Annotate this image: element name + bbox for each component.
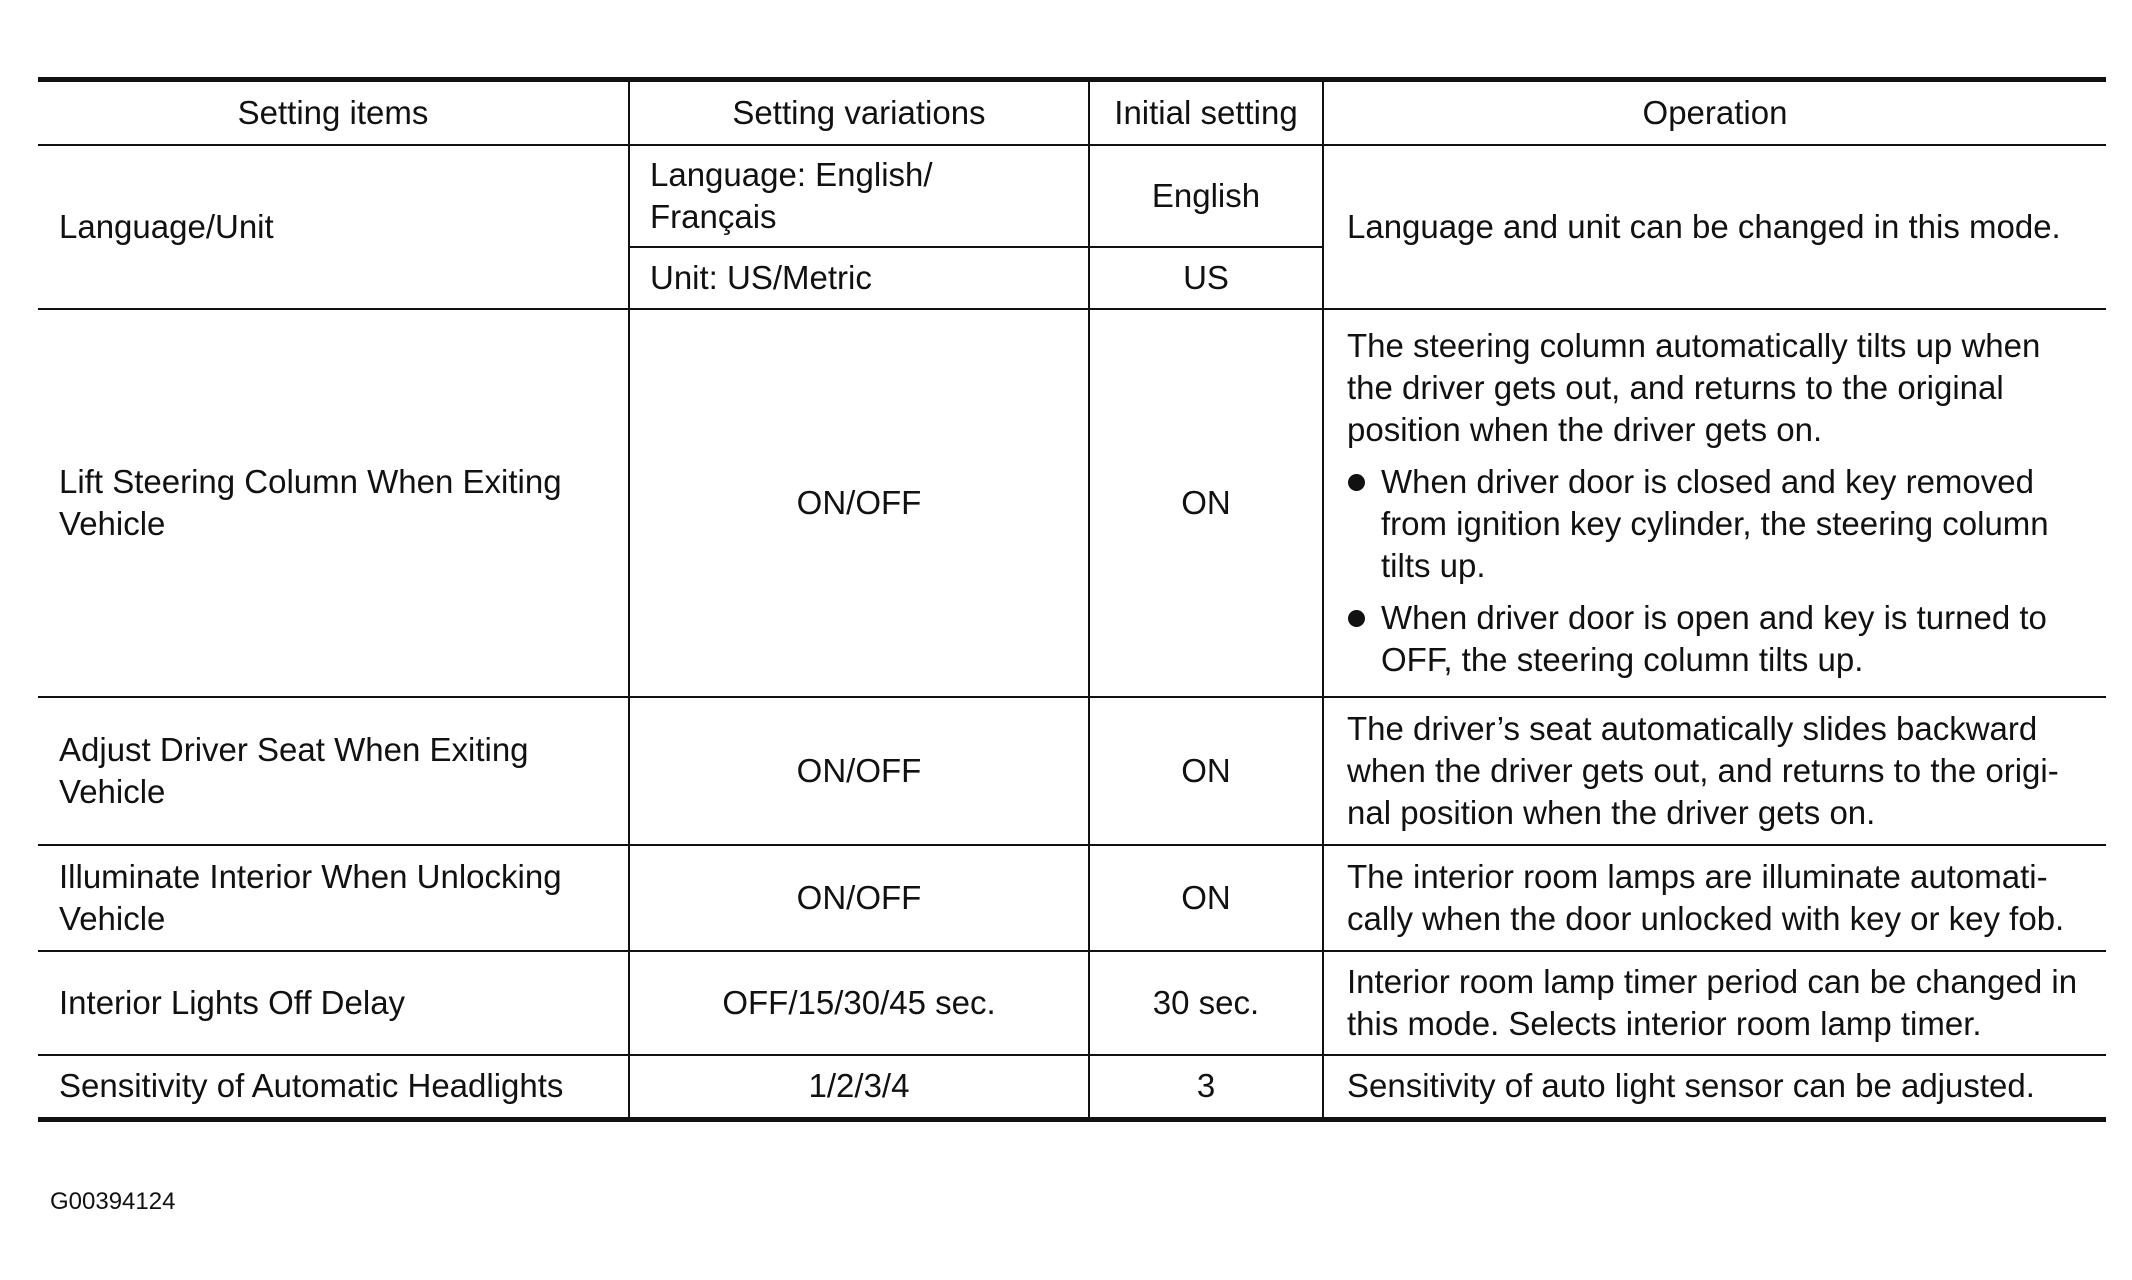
table-row-language-unit [38, 145, 2106, 247]
operation-headlight-sensitivity: Sensitivity of auto light sensor can be adjusted. [1323, 1055, 2106, 1119]
figure-id: G00394124 [50, 1188, 176, 1215]
variation-illuminate-interior: ON/OFF [629, 845, 1089, 951]
header-setting-variations: Setting variations [629, 80, 1089, 146]
item-adjust-seat: Adjust Driver Seat When Exiting Vehicle [38, 697, 629, 845]
operation-lift-steering-text: The steering column automatically tilts up when the driver gets out, and returns to the original position when the driver gets on. [1347, 327, 2041, 448]
header-row [38, 80, 2106, 146]
initial-unit: US [1089, 247, 1323, 309]
item-lights-off-delay: Interior Lights Off Delay [38, 951, 629, 1055]
initial-adjust-seat: ON [1089, 697, 1323, 845]
item-headlight-sensitivity: Sensitivity of Automatic Headlights [38, 1055, 629, 1119]
list-item [1347, 461, 2094, 587]
header-setting-items: Setting items [38, 80, 629, 146]
bullet-icon [1348, 474, 1365, 491]
operation-lift-steering [1323, 309, 2106, 697]
variation-lift-steering: ON/OFF [629, 309, 1089, 697]
item-language-unit: Language/Unit [38, 145, 629, 309]
initial-lights-off-delay: 30 sec. [1089, 951, 1323, 1055]
operation-adjust-seat: The driver’s seat automatically slides backward when the driver gets out, and returns to the origi-nal position when the driver gets on. [1323, 697, 2106, 845]
bullet-text: When driver door is open and key is turned to OFF, the steering column tilts up. [1381, 599, 2047, 678]
table-row-headlight-sensitivity [38, 1055, 2106, 1119]
variation-headlight-sensitivity: 1/2/3/4 [629, 1055, 1089, 1119]
operation-lights-off-delay: Interior room lamp timer period can be changed in this mode. Selects interior room lamp timer. [1323, 951, 2106, 1055]
list-item [1347, 597, 2094, 681]
initial-language: English [1089, 145, 1323, 247]
table-row-illuminate-interior [38, 845, 2106, 951]
bullet-icon [1348, 610, 1365, 627]
table-row-adjust-seat [38, 697, 2106, 845]
initial-illuminate-interior: ON [1089, 845, 1323, 951]
header-initial-setting: Initial setting [1089, 80, 1323, 146]
settings-table [38, 77, 2106, 1122]
item-illuminate-interior: Illuminate Interior When Unlocking Vehicle [38, 845, 629, 951]
variation-lights-off-delay: OFF/15/30/45 sec. [629, 951, 1089, 1055]
variation-unit: Unit: US/Metric [629, 247, 1089, 309]
table-row-lights-off-delay [38, 951, 2106, 1055]
operation-language-unit: Language and unit can be changed in this mode. [1323, 145, 2106, 309]
initial-headlight-sensitivity: 3 [1089, 1055, 1323, 1119]
header-operation: Operation [1323, 80, 2106, 146]
operation-lift-steering-bullets [1347, 461, 2094, 681]
bullet-text: When driver door is closed and key removed from ignition key cylinder, the steering column tilts up. [1381, 463, 2049, 584]
variation-language: Language: English/ Français [629, 145, 1089, 247]
operation-illuminate-interior: The interior room lamps are illuminate automati-cally when the door unlocked with key or key fob. [1323, 845, 2106, 951]
item-lift-steering: Lift Steering Column When Exiting Vehicle [38, 309, 629, 697]
variation-adjust-seat: ON/OFF [629, 697, 1089, 845]
table-row-lift-steering [38, 309, 2106, 697]
initial-lift-steering: ON [1089, 309, 1323, 697]
